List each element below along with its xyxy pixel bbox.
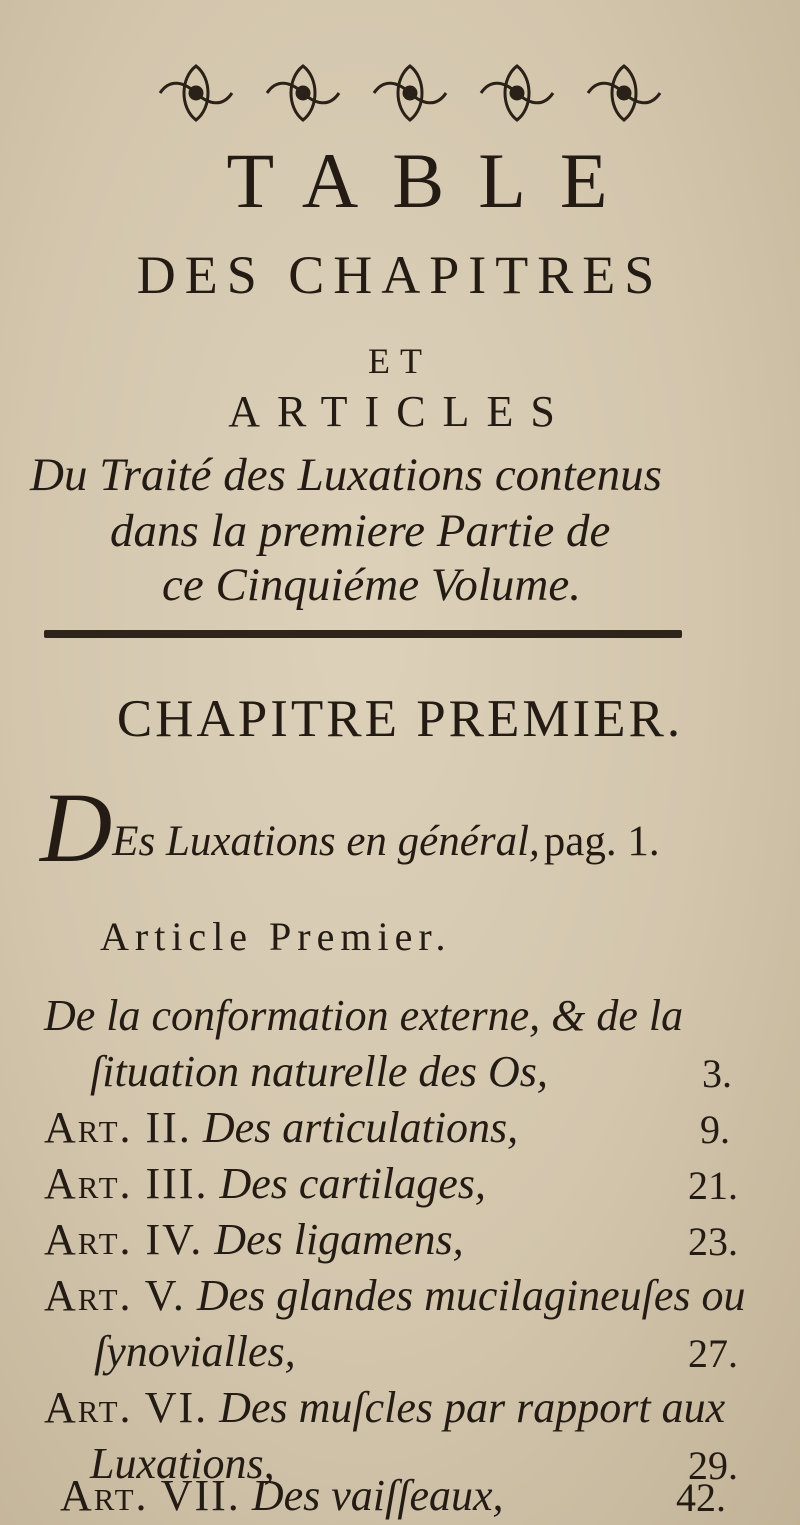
article-2-page: 9.: [700, 1107, 730, 1152]
fleuron-icon: [257, 58, 349, 128]
title-des-chapitres: DES CHAPITRES: [136, 245, 664, 305]
article-6-page: 29.: [688, 1443, 738, 1488]
chapter-entry-page: pag. 1.: [543, 818, 660, 865]
article-5-title: Des glandes mucilagineuſes ou: [196, 1271, 746, 1320]
drop-cap: D: [40, 772, 113, 883]
article-3-line: [44, 1158, 486, 1209]
fleuron-icon: [364, 58, 456, 128]
chapter-entry: [40, 770, 660, 885]
article-6-line-1: [44, 1382, 725, 1433]
fleuron-icon: [150, 58, 242, 128]
article-4-title: Des ligamens,: [214, 1215, 464, 1264]
article-1-line-1: De la conformation externe, & de la: [44, 991, 684, 1040]
article-7-title: Des vaiſſeaux,: [251, 1471, 504, 1520]
intro-line-3: ce Cinquiéme Volume.: [162, 559, 581, 611]
article-5-line-1: [44, 1270, 746, 1321]
article-2-label: Art. II.: [44, 1103, 192, 1152]
article-3-label: Art. III.: [44, 1159, 209, 1208]
horizontal-rule: [44, 630, 682, 638]
article-2-line: [44, 1102, 518, 1153]
fleuron-icon: [578, 58, 670, 128]
article-1-line-2: ſituation naturelle des Os,: [90, 1047, 548, 1096]
article-6-title: Des muſcles par rapport aux: [219, 1383, 726, 1432]
article-4-line: [44, 1214, 464, 1265]
article-4-page: 23.: [688, 1219, 738, 1264]
article-7-label: Art. VII.: [60, 1471, 241, 1520]
intro-line-2: dans la premiere Partie de: [110, 505, 611, 557]
article-4-label: Art. IV.: [44, 1215, 204, 1264]
article-heading: Article Premier.: [100, 914, 452, 959]
fleuron-band: [150, 58, 670, 128]
title-table: TABLE: [226, 137, 642, 224]
article-7-line: [60, 1470, 504, 1521]
article-6-line-2: Luxations,: [90, 1439, 275, 1488]
title-articles: ARTICLES: [228, 387, 572, 436]
article-3-page: 21.: [688, 1163, 738, 1208]
article-7-page: 42.: [676, 1475, 726, 1520]
article-5-label: Art. V.: [44, 1271, 186, 1320]
article-5-line-2: ſynovialles,: [94, 1327, 296, 1376]
article-1-page: 3.: [702, 1051, 732, 1096]
chapter-entry-text: Es Luxations en général,: [112, 818, 540, 865]
article-6-label: Art. VI.: [44, 1383, 209, 1432]
intro-line-1: Du Traité des Luxations contenus: [30, 449, 662, 501]
article-5-page: 27.: [688, 1331, 738, 1376]
article-2-title: Des articulations,: [202, 1103, 519, 1152]
fleuron-icon: [471, 58, 563, 128]
title-et: ET: [368, 341, 432, 381]
article-3-title: Des cartilages,: [219, 1159, 486, 1208]
chapter-heading: CHAPITRE PREMIER.: [116, 690, 684, 748]
